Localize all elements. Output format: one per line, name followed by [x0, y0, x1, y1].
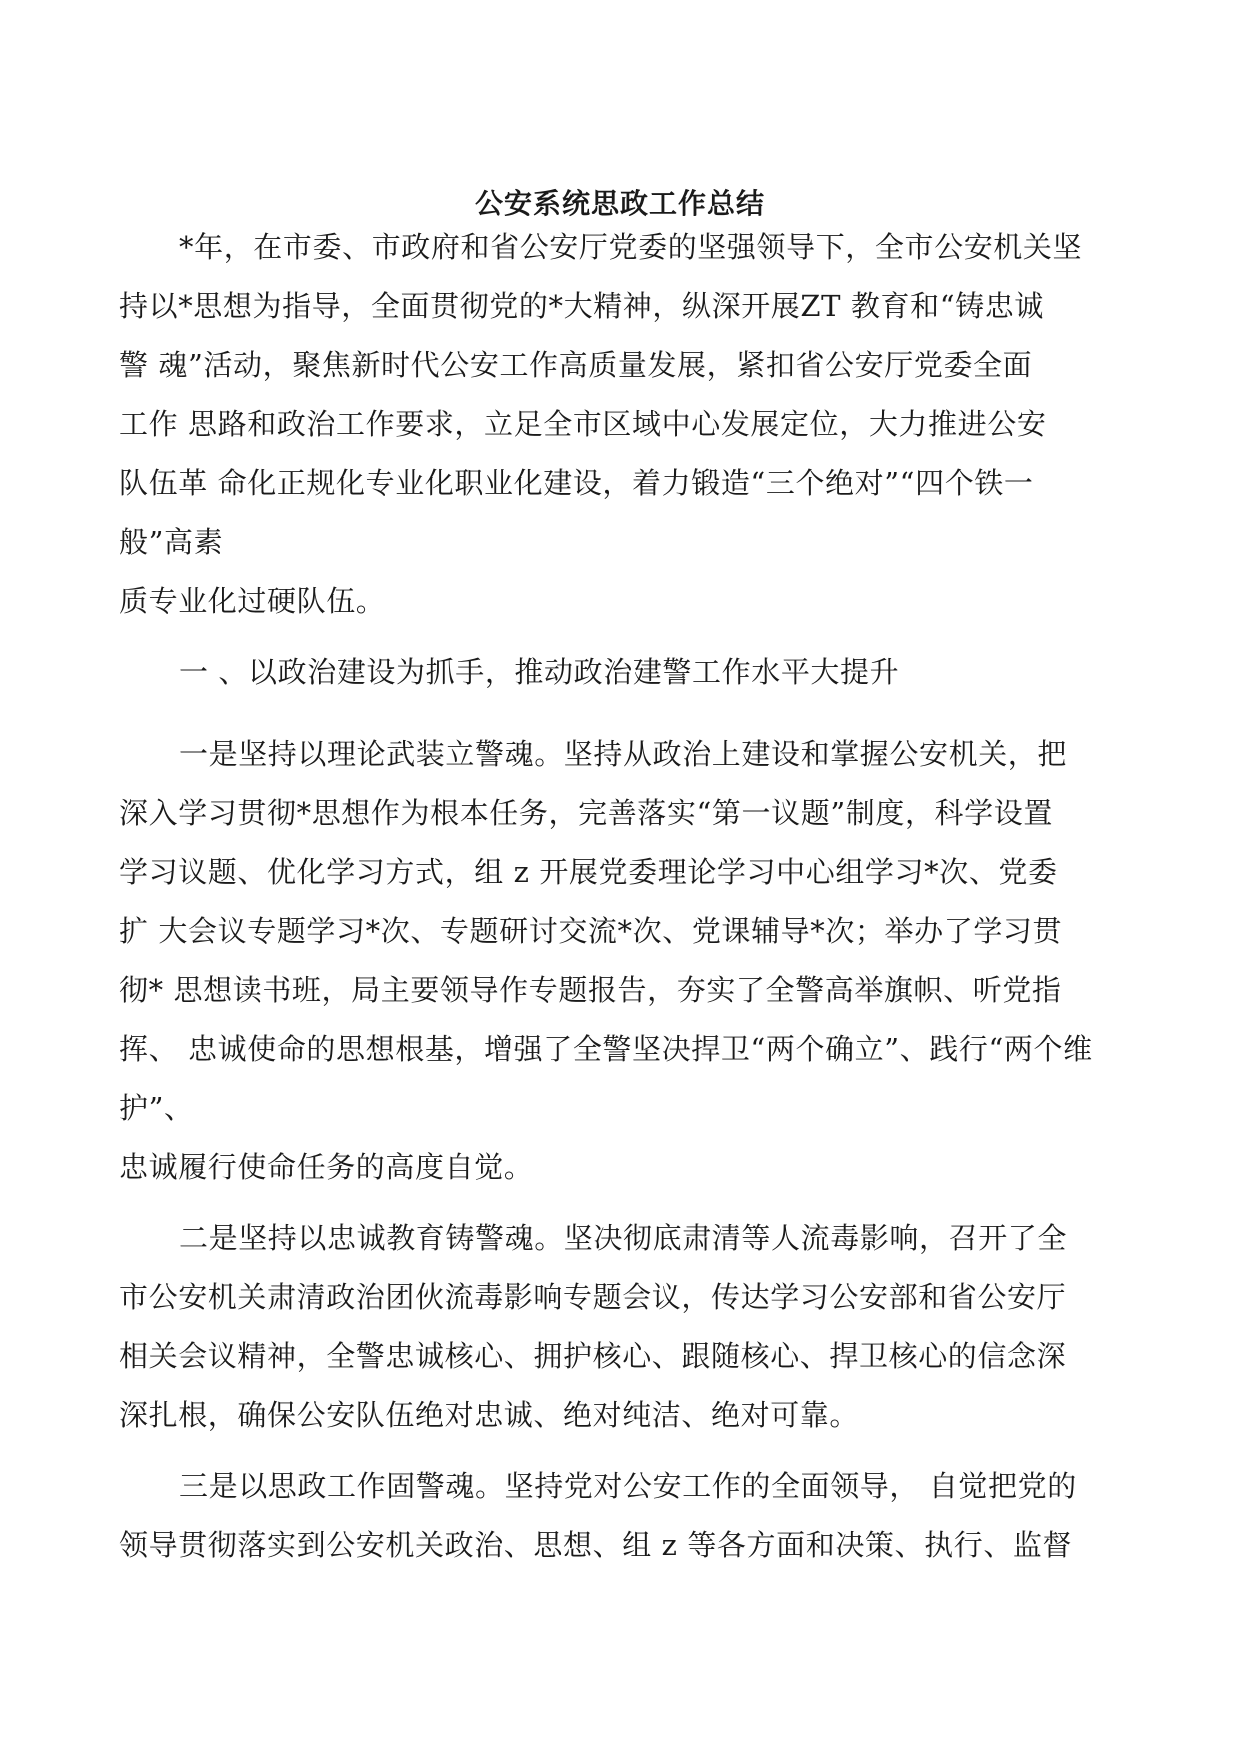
document-title: 公安系统思政工作总结 [474, 187, 765, 220]
text-line: 护”、 [119, 1091, 194, 1125]
text-line: 质专业化过硬队伍。 [119, 584, 386, 618]
text-line: 彻* 思想读书班，局主要领导作专题报告，夯实了全警高举旗帜、听党指 [119, 973, 1062, 1007]
text-line: 般”高素 [119, 525, 224, 559]
text-line: 工作 思路和政治工作要求，立足全市区域中心发展定位，大力推进公安 [119, 407, 1047, 441]
text-line: 深扎根，确保公安队伍绝对忠诚、绝对纯洁、绝对可靠。 [119, 1398, 860, 1432]
text-line: 忠诚履行使命任务的高度自觉。 [119, 1150, 534, 1184]
text-line: 学习议题、优化学习方式，组 z 开展党委理论学习中心组学习*次、党委 [119, 855, 1058, 889]
text-line: 扩 大会议专题学习*次、专题研讨交流*次、党课辅导*次；举办了学习贯 [119, 914, 1063, 948]
text-line: 一是坚持以理论武装立警魂。坚持从政治上建设和掌握公安机关，把 [179, 737, 1068, 771]
text-line: 队伍革 命化正规化专业化职业化建设，着力锻造“三个绝对”“四个铁一 [119, 466, 1034, 500]
text-line: 挥、 忠诚使命的思想根基，增强了全警坚决捍卫“两个确立”、践行“两个维 [119, 1032, 1093, 1066]
text-line: 深入学习贯彻*思想作为根本任务，完善落实“第一议题”制度，科学设置 [119, 796, 1053, 830]
text-line: 持以*思想为指导，全面贯彻党的*大精神，纵深开展ZT 教育和“铸忠诚 [119, 289, 1044, 323]
text-line: *年，在市委、市政府和省公安厅党委的坚强领导下，全市公安机关坚 [179, 230, 1083, 264]
text-line: 相关会议精神，全警忠诚核心、拥护核心、跟随核心、捍卫核心的信念深 [119, 1339, 1067, 1373]
text-line: 二是坚持以忠诚教育铸警魂。坚决彻底肃清等人流毒影响，召开了全 [179, 1221, 1068, 1255]
section-heading: 一 、以政治建设为抓手，推动政治建警工作水平大提升 [179, 655, 900, 689]
text-line: 市公安机关肃清政治团伙流毒影响专题会议，传达学习公安部和省公安厅 [119, 1280, 1067, 1314]
text-line: 警 魂”活动，聚焦新时代公安工作高质量发展，紧扣省公安厅党委全面 [119, 348, 1033, 382]
text-line: 三是以思政工作固警魂。坚持党对公安工作的全面领导， 自觉把党的 [179, 1469, 1077, 1503]
text-line: 领导贯彻落实到公安机关政治、思想、组 z 等各方面和决策、执行、监督 [119, 1528, 1073, 1562]
